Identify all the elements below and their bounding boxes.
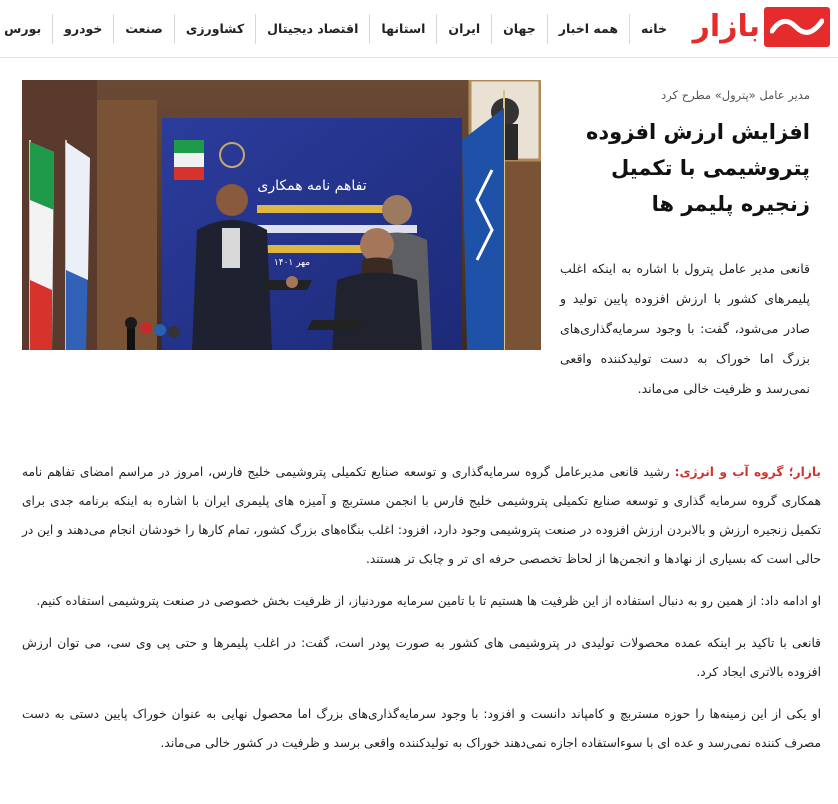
photo-date-text: مهر ۱۴۰۱ bbox=[273, 258, 311, 268]
article-paragraph bbox=[22, 458, 821, 574]
article-paragraph: او یکی از این زمینه‌ها را حوزه مستربچ و کامپاند دانست و افزود: با وجود سرمایه‌گذاری‌های بزرگ اما محصول نهایی به عنوان خوراک پایین دستی به دست مصرف کننده نمی‌رسد و عده ای با سوءاستفاده اجازه نمی‌دهند خوراک به تولیدکننده واقعی برسد و ظرفیت در کشور خالی می‌ماند. bbox=[22, 707, 821, 750]
nav-item-iran[interactable]: ایران bbox=[436, 14, 491, 44]
article-paragraph: قانعی با تاکید بر اینکه عمده محصولات تولیدی در پتروشیمی های کشور به صورت پودر است، گفت: در اغلب پلیمرها و حتی پی وی سی، می توان ارزش افزوده بالاتری ایجاد کرد. bbox=[22, 636, 821, 679]
logo-wave-icon bbox=[764, 7, 830, 47]
nav-item-auto[interactable]: خودرو bbox=[52, 14, 113, 44]
nav-item-all-news[interactable]: همه اخبار bbox=[547, 14, 629, 44]
news-source-label[interactable]: بازار؛ گروه آب و انرژی: bbox=[674, 465, 822, 479]
article-supertitle: مدیر عامل «پترول» مطرح کرد bbox=[661, 88, 810, 102]
photo-sign-text: تفاهم نامه همکاری bbox=[257, 178, 367, 194]
nav-item-home[interactable]: خانه bbox=[629, 14, 678, 44]
site-header bbox=[0, 0, 838, 58]
article-lead: قانعی مدیر عامل پترول با اشاره به اینکه اغلب پلیمرهای کشور با ارزش افزوده پایین تولید و صادر می‌شود، گفت: با وجود سرمایه‌گذاری‌های بزرگ اما خوراک به دست تولیدکننده واقعی نمی‌رسد و ظرفیت خالی می‌ماند. bbox=[560, 261, 810, 396]
nav-item-provinces[interactable]: استانها bbox=[369, 14, 436, 44]
nav-item-digital-economy[interactable]: اقتصاد دیجیتال bbox=[255, 14, 369, 44]
paragraph-text: رشید قانعی مدیرعامل گروه سرمایه‌گذاری و توسعه صنایع تکمیلی پتروشیمی خلیج فارس، امروز در مراسم امضای تفاهم نامه همکاری گروه سرمایه گذاری و توسعه صنایع تکمیلی پتروشیمی خلیج فارس با انجمن مستربچ و آمیزه های پلیمری ایران با اشاره به اینکه برنامه جدی برای تکمیل زنجیره ارزش و بالابردن ارزش افزوده در صنعت پتروشیمی وجود دارد، افزود: اغلب بنگاه‌های بزرگ کشور، تمام کارها را خودشان انجام می‌دهند و این در حالی است که بسیاری از نهادها و انجمن‌ها از لحاظ تخصصی حرفه ای تر و چابک تر هستند. bbox=[22, 465, 821, 566]
logo-text: بازار bbox=[692, 9, 760, 44]
article-paragraph: او ادامه داد: از همین رو به دنبال استفاده از این ظرفیت ها هستیم تا با تامین سرمایه موردنیاز، از ظرفیت بخش خصوصی در صنعت پتروشیمی استفاده کنیم. bbox=[36, 594, 821, 608]
main-nav bbox=[0, 14, 678, 44]
nav-item-stock[interactable]: بورس bbox=[0, 14, 52, 44]
nav-item-world[interactable]: جهان bbox=[491, 14, 547, 44]
nav-item-agriculture[interactable]: کشاورزی bbox=[174, 14, 255, 44]
article-photo bbox=[22, 80, 541, 350]
nav-item-industry[interactable]: صنعت bbox=[113, 14, 173, 44]
article-title: افزایش ارزش افزوده پتروشیمی با تکمیل زنجیره پلیمر ها bbox=[586, 120, 810, 216]
article-body bbox=[22, 458, 821, 771]
site-logo[interactable] bbox=[693, 7, 830, 47]
